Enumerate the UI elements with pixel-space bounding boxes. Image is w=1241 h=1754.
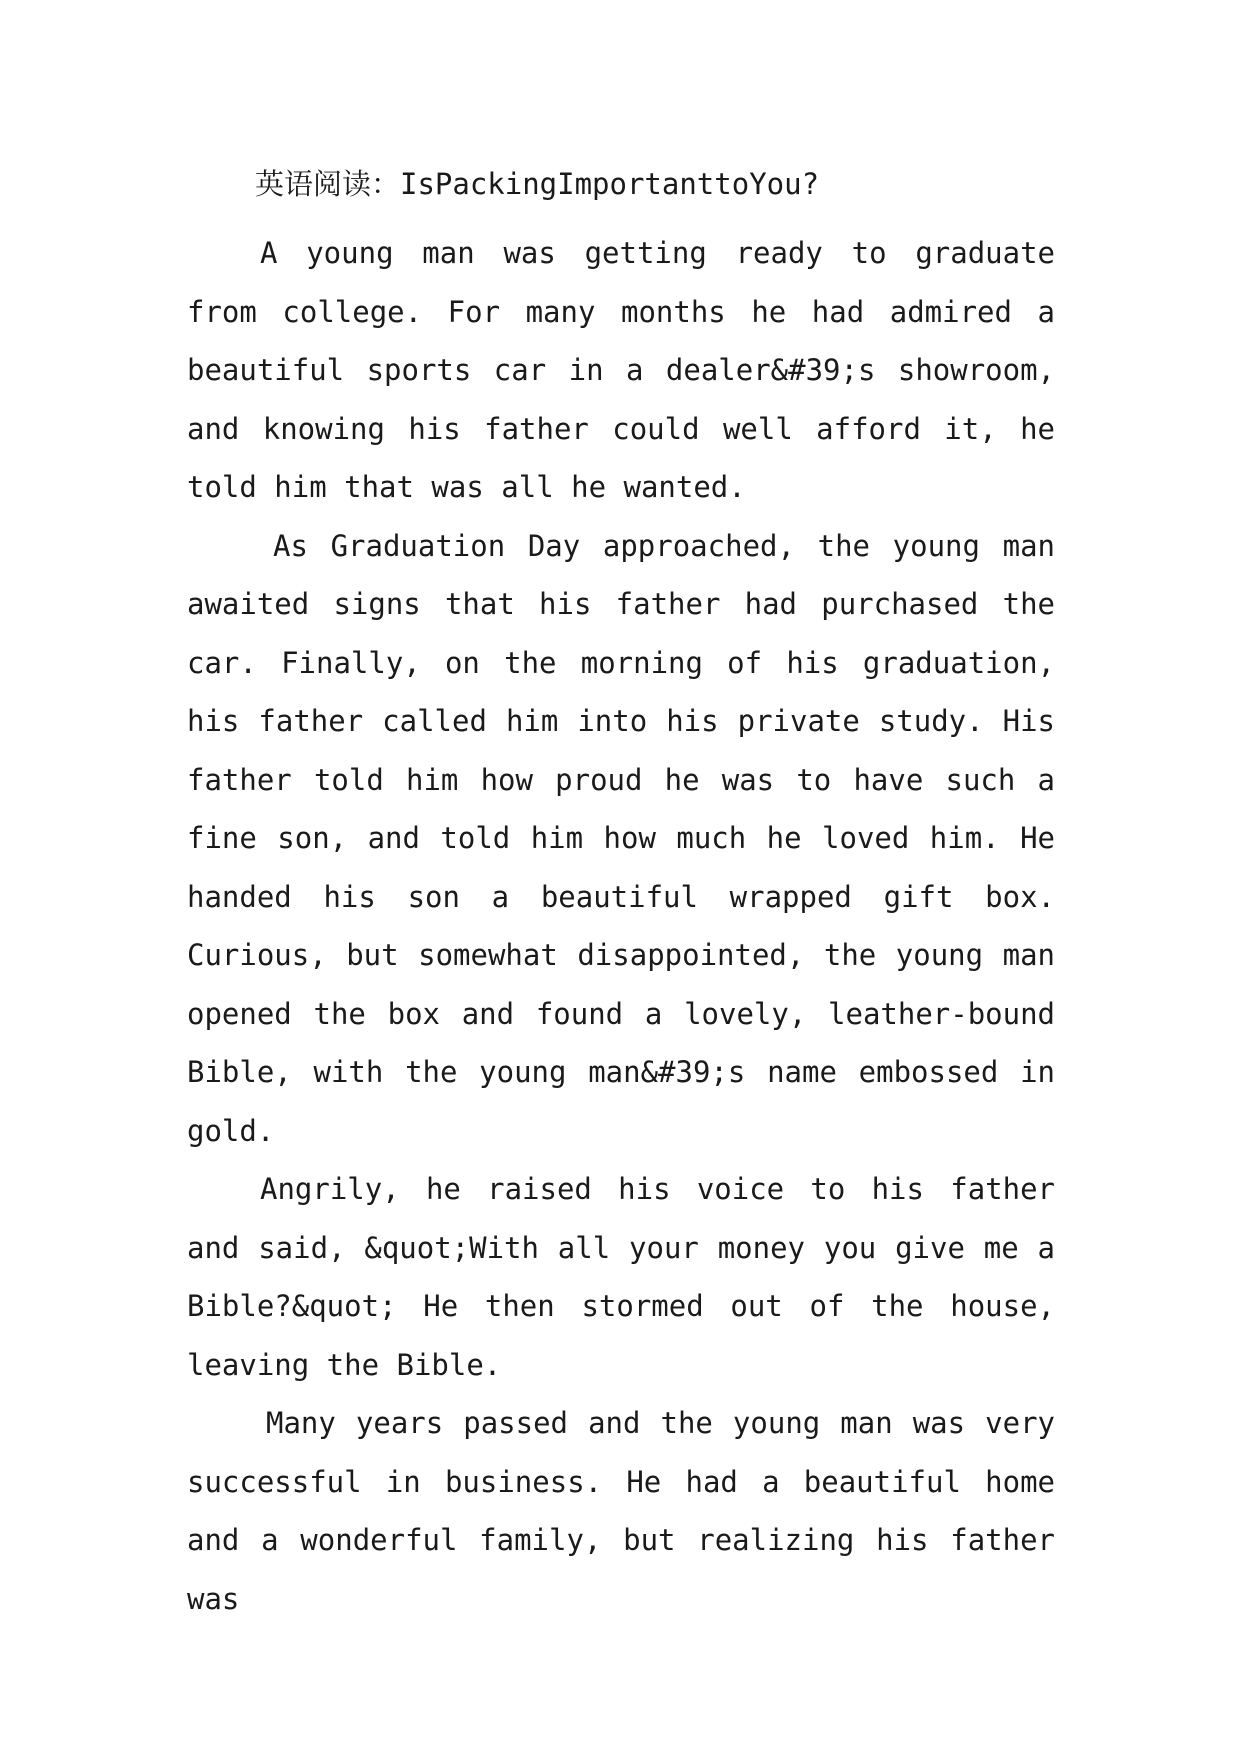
paragraph-1: A young man was getting ready to graduate from college. For many months he had admired a beautiful sports car in a dealer&#39;s showroom, and knowing his father could well afford it, he told him that was all he wanted.: [187, 236, 1055, 504]
paragraph-4: Many years passed and the young man was very successful in business. He had a beautiful home and a wonderful family, but realizing his father was: [187, 1406, 1055, 1616]
document-title: 英语阅读：IsPackingImportanttoYou?: [255, 167, 820, 201]
paragraph-2: As Graduation Day approached, the young man awaited signs that his father had purchased the car. Finally, on the morning of his graduation, his father called him into his private study. His father told him how proud he was to have such a fine son, and told him how much he loved him. He handed his son a beautiful wrapped gift box. Curious, but somewhat disappointed, the young man opened the box and found a lovely, leather-bound Bible, with the young man&#39;s name embossed in gold.: [187, 528, 1055, 1148]
document-body: [187, 224, 1055, 1628]
paragraph-3: Angrily, he raised his voice to his father and said, &quot;With all your money you give me a Bible?&quot; He then stormed out of the house, leaving the Bible.: [187, 1172, 1055, 1382]
